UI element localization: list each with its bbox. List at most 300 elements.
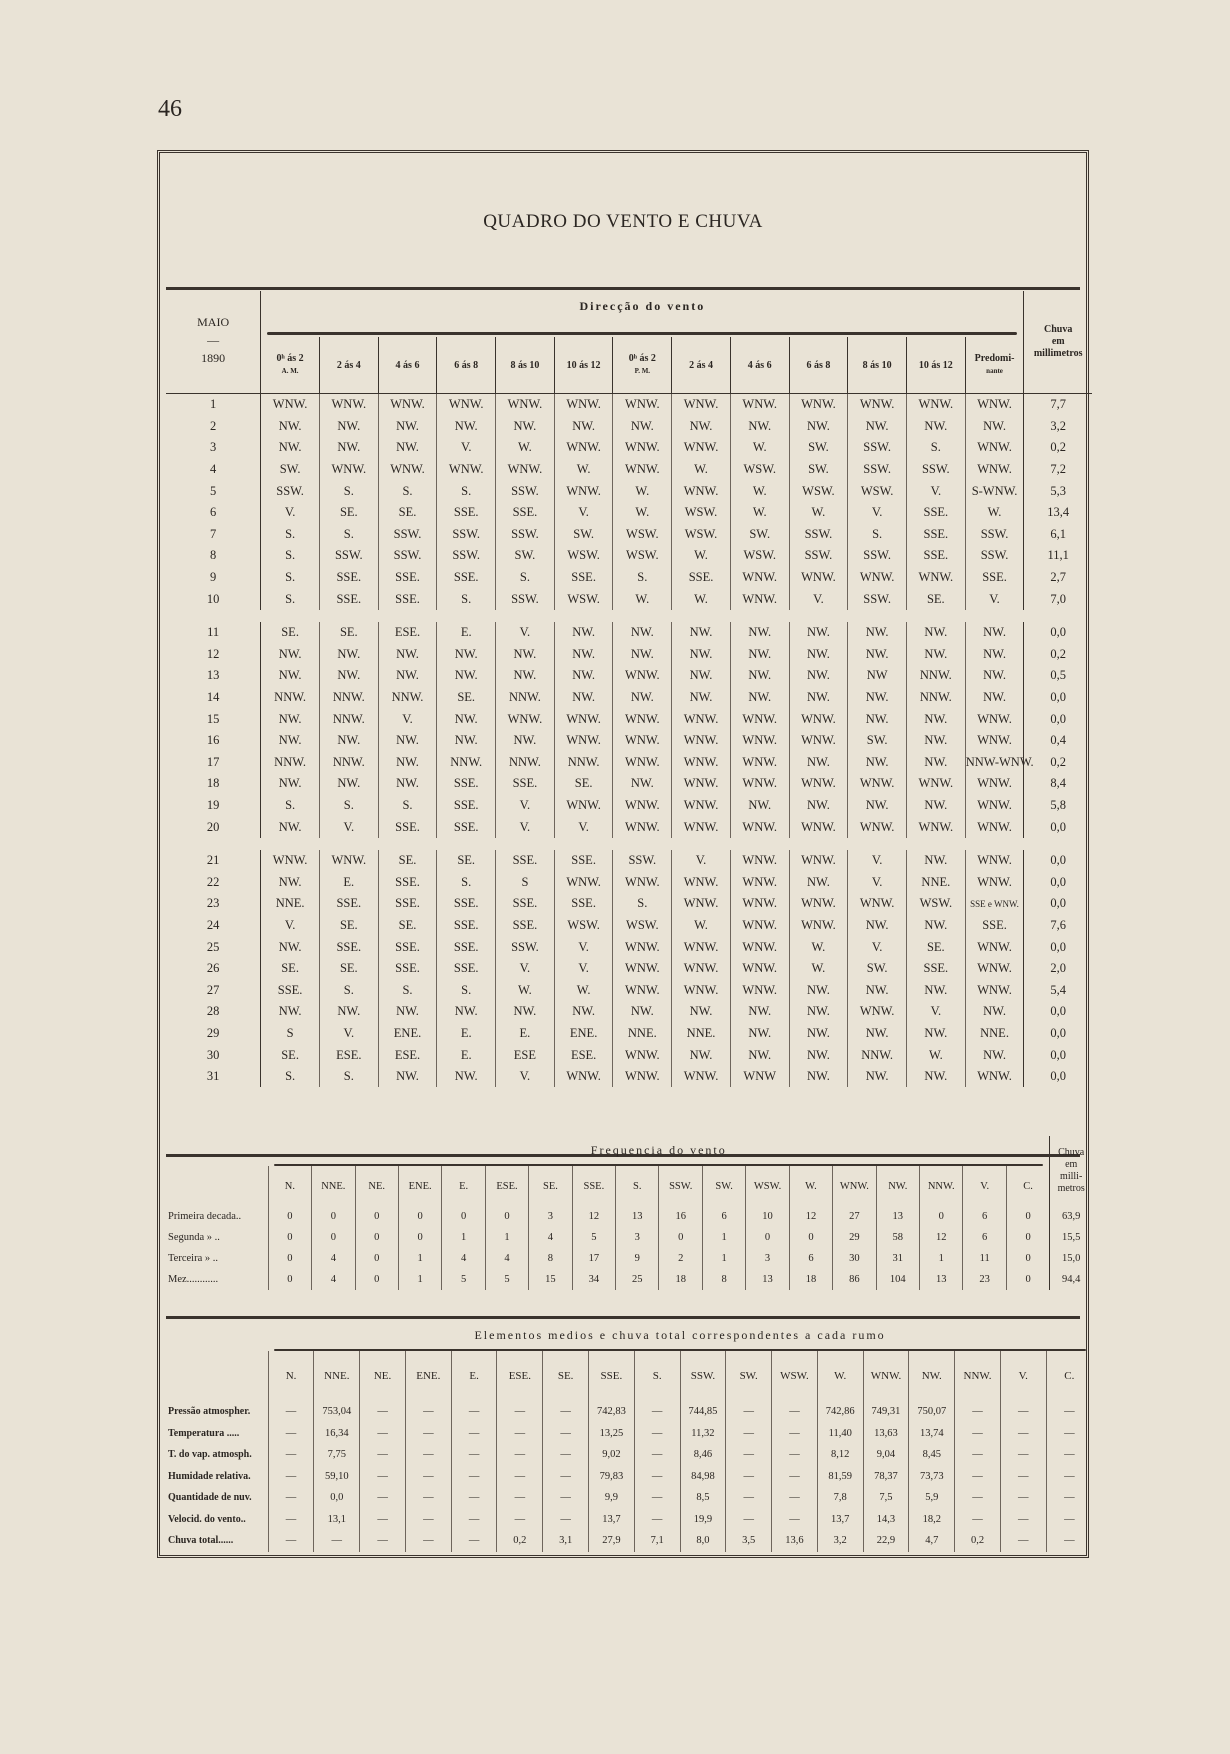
month-label: MAIO <box>197 315 230 329</box>
wind-cell: SE. <box>261 622 320 644</box>
wind-cell: V. <box>906 480 965 502</box>
frequency-rain-header <box>1050 1136 1092 1206</box>
wind-cell: S. <box>378 979 437 1001</box>
day-number: 13 <box>166 665 261 687</box>
wind-cell: V. <box>554 816 613 838</box>
element-cell: 18,2 <box>909 1509 955 1531</box>
wind-cell: SE. <box>437 687 496 709</box>
predominant-wind-cell: V. <box>965 588 1024 610</box>
row-label: Terceira » .. <box>168 1253 218 1264</box>
frequency-cell: 0 <box>442 1206 485 1227</box>
rain-cell: 7,2 <box>1024 459 1092 481</box>
predominant-wind-cell: W. <box>965 502 1024 524</box>
wind-cell: NW. <box>789 1044 848 1066</box>
wind-cell: S. <box>319 979 378 1001</box>
element-cell: — <box>497 1423 543 1445</box>
element-cell: 9,02 <box>589 1444 635 1466</box>
element-cell: — <box>1046 1509 1092 1531</box>
rain-cell: 63,9 <box>1050 1206 1092 1227</box>
wind-cell: SSW. <box>319 545 378 567</box>
frequency-cell: 6 <box>702 1206 745 1227</box>
element-cell: — <box>955 1487 1001 1509</box>
element-cell: 16,34 <box>314 1423 360 1445</box>
wind-cell: NW. <box>554 416 613 438</box>
wind-cell: NNW. <box>848 1044 907 1066</box>
wind-cell: NW. <box>848 979 907 1001</box>
wind-cell: WNW. <box>906 394 965 416</box>
direction-column-header: WNW. <box>833 1166 876 1206</box>
wind-cell: WSW. <box>554 915 613 937</box>
wind-cell: NW. <box>906 979 965 1001</box>
element-cell: 753,04 <box>314 1401 360 1423</box>
wind-cell: W. <box>496 437 555 459</box>
element-cell: 3,2 <box>817 1530 863 1552</box>
element-cell: 27,9 <box>589 1530 635 1552</box>
time-column-header <box>906 337 965 393</box>
frequency-cell: 4 <box>312 1269 355 1290</box>
wind-cell: WNW. <box>496 394 555 416</box>
rain-cell: 0,0 <box>1024 871 1092 893</box>
wind-cell: WNW. <box>672 871 731 893</box>
rain-header-line: metros <box>1057 1183 1085 1194</box>
element-cell: 8,46 <box>680 1444 726 1466</box>
frequency-cell: 34 <box>572 1269 615 1290</box>
frequency-cell: 0 <box>1006 1269 1049 1290</box>
wind-cell: WNW. <box>554 480 613 502</box>
day-number: 8 <box>166 545 261 567</box>
wind-cell: NW. <box>672 416 731 438</box>
day-number: 19 <box>166 795 261 817</box>
element-cell: — <box>497 1487 543 1509</box>
wind-cell: S. <box>319 1066 378 1088</box>
direction-column-header: NNE. <box>314 1351 360 1401</box>
rain-cell: 7,7 <box>1024 394 1092 416</box>
frequency-cell: 2 <box>659 1248 702 1269</box>
frequency-cell: 6 <box>963 1227 1006 1248</box>
frequency-cell: 12 <box>920 1227 963 1248</box>
wind-cell: WNW. <box>730 915 789 937</box>
wind-cell: NW. <box>789 665 848 687</box>
section-divider <box>166 1316 1080 1319</box>
wind-cell: SSE. <box>378 567 437 589</box>
rain-header-line: Chuva <box>1058 1147 1085 1158</box>
direction-column-header: V. <box>963 1166 1006 1206</box>
wind-cell: SSE. <box>437 816 496 838</box>
wind-direction-header: Direcção do vento <box>579 299 706 313</box>
table-row <box>166 502 1092 524</box>
rain-cell: 0,0 <box>1024 1023 1092 1045</box>
time-range-label: 10 ás 12 <box>566 359 601 371</box>
wind-cell: SSE. <box>906 524 965 546</box>
predominant-wind-cell: WNW. <box>965 437 1024 459</box>
wind-cell: WNW. <box>554 871 613 893</box>
time-range-label: 6 ás 8 <box>806 359 831 371</box>
wind-cell: NW. <box>261 665 320 687</box>
element-cell: 22,9 <box>863 1530 909 1552</box>
wind-cell: NW. <box>613 1001 672 1023</box>
wind-cell: WNW. <box>672 480 731 502</box>
wind-cell: NW. <box>378 416 437 438</box>
element-cell: — <box>726 1509 772 1531</box>
rain-cell: 0,0 <box>1024 622 1092 644</box>
wind-cell: NW. <box>730 622 789 644</box>
time-column-header <box>789 337 848 393</box>
wind-cell: NW. <box>672 622 731 644</box>
rain-cell: 5,4 <box>1024 979 1092 1001</box>
table-row <box>166 459 1092 481</box>
wind-cell: WNW. <box>672 979 731 1001</box>
day-number: 4 <box>166 459 261 481</box>
element-cell: — <box>543 1509 589 1531</box>
direction-column-header: SSW. <box>680 1351 726 1401</box>
frequency-cell: 5 <box>442 1269 485 1290</box>
wind-cell: WNW. <box>672 752 731 774</box>
wind-cell: WNW. <box>789 915 848 937</box>
wind-cell: NNW. <box>554 752 613 774</box>
wind-cell: NNW. <box>378 687 437 709</box>
wind-cell: WNW. <box>613 752 672 774</box>
frequency-cell: 4 <box>485 1248 528 1269</box>
wind-cell: NW. <box>789 979 848 1001</box>
wind-cell: WNW. <box>613 1044 672 1066</box>
wind-cell: WSW. <box>554 545 613 567</box>
wind-cell: E. <box>437 1023 496 1045</box>
frequency-cell: 18 <box>659 1269 702 1290</box>
wind-cell: WNW. <box>848 773 907 795</box>
frequency-cell: 18 <box>789 1269 832 1290</box>
wind-cell: W. <box>730 502 789 524</box>
element-cell: — <box>1000 1466 1046 1488</box>
wind-cell: NNE. <box>261 893 320 915</box>
frequency-cell: 29 <box>833 1227 876 1248</box>
wind-cell: S. <box>378 480 437 502</box>
frequency-cell: 27 <box>833 1206 876 1227</box>
element-cell: — <box>634 1444 680 1466</box>
rain-cell: 0,0 <box>1024 1066 1092 1088</box>
direction-column-header: SW. <box>726 1351 772 1401</box>
element-cell: — <box>955 1444 1001 1466</box>
element-cell: — <box>268 1466 314 1488</box>
day-number: 3 <box>166 437 261 459</box>
day-number: 28 <box>166 1001 261 1023</box>
wind-cell: NW. <box>261 708 320 730</box>
wind-cell: SSE. <box>319 893 378 915</box>
wind-cell: SSE. <box>378 871 437 893</box>
wind-cell: WSW. <box>730 459 789 481</box>
table-row <box>166 979 1092 1001</box>
month-header <box>166 291 261 393</box>
wind-cell: S. <box>437 588 496 610</box>
wind-cell: SSW. <box>789 545 848 567</box>
wind-cell: WNW. <box>613 958 672 980</box>
element-cell: — <box>268 1423 314 1445</box>
wind-cell: WNW. <box>613 871 672 893</box>
wind-cell: WNW. <box>906 816 965 838</box>
table-row <box>166 545 1092 567</box>
wind-cell: WNW. <box>672 730 731 752</box>
frequency-cell: 11 <box>963 1248 1006 1269</box>
element-cell: — <box>405 1530 451 1552</box>
frequency-cell: 0 <box>355 1227 398 1248</box>
predominant-wind-cell: NW. <box>965 1001 1024 1023</box>
wind-cell: NW. <box>730 1001 789 1023</box>
wind-cell: S. <box>261 795 320 817</box>
wind-cell: SSW. <box>261 480 320 502</box>
direction-column-header: ENE. <box>405 1351 451 1401</box>
element-cell: — <box>451 1401 497 1423</box>
wind-cell: SE. <box>319 622 378 644</box>
wind-cell: SE. <box>437 850 496 872</box>
wind-cell: SSW. <box>437 545 496 567</box>
element-cell: — <box>1046 1444 1092 1466</box>
wind-cell: SSE. <box>319 936 378 958</box>
rain-cell: 0,0 <box>1024 893 1092 915</box>
predominant-wind-cell: WNW. <box>965 795 1024 817</box>
day-number: 14 <box>166 687 261 709</box>
wind-cell: NNW. <box>437 752 496 774</box>
element-cell: — <box>268 1487 314 1509</box>
frequency-cell: 13 <box>876 1206 919 1227</box>
rain-cell: 0,4 <box>1024 730 1092 752</box>
rain-header-line: Chuva <box>1044 324 1073 335</box>
wind-cell: SSE. <box>496 502 555 524</box>
wind-cell: NW. <box>319 665 378 687</box>
table-row <box>166 708 1092 730</box>
element-cell: 8,0 <box>680 1530 726 1552</box>
wind-cell: SW. <box>789 459 848 481</box>
wind-cell: NW. <box>378 437 437 459</box>
wind-cell: SSE. <box>496 773 555 795</box>
wind-cell: SSE. <box>554 567 613 589</box>
wind-cell: W. <box>672 588 731 610</box>
wind-cell: WNW. <box>319 394 378 416</box>
element-cell: — <box>1000 1509 1046 1531</box>
wind-cell: WSW. <box>613 915 672 937</box>
wind-cell: V. <box>261 502 320 524</box>
wind-cell: WNW. <box>261 850 320 872</box>
day-number: 18 <box>166 773 261 795</box>
day-number: 23 <box>166 893 261 915</box>
wind-cell: NW. <box>848 915 907 937</box>
wind-cell: NW. <box>496 416 555 438</box>
element-cell: — <box>405 1401 451 1423</box>
wind-cell: ENE. <box>554 1023 613 1045</box>
direction-column-header: E. <box>442 1166 485 1206</box>
wind-cell: W. <box>730 480 789 502</box>
frequency-cell: 0 <box>355 1206 398 1227</box>
day-number: 27 <box>166 979 261 1001</box>
rain-cell: 0,0 <box>1024 687 1092 709</box>
frequency-cell: 1 <box>442 1227 485 1248</box>
wind-cell: NW. <box>496 730 555 752</box>
element-cell: 744,85 <box>680 1401 726 1423</box>
time-column-header <box>848 337 907 393</box>
wind-cell: NW. <box>437 665 496 687</box>
wind-cell: WNW. <box>613 708 672 730</box>
element-cell: 0,2 <box>955 1530 1001 1552</box>
wind-cell: NNW. <box>319 687 378 709</box>
wind-cell: SSW. <box>613 850 672 872</box>
wind-cell: WNW. <box>496 459 555 481</box>
element-cell: — <box>1000 1530 1046 1552</box>
wind-cell: SSE. <box>554 893 613 915</box>
rain-header-line: milli- <box>1060 1171 1083 1182</box>
wind-cell: NW. <box>789 1001 848 1023</box>
frequency-cell: 0 <box>355 1269 398 1290</box>
table-row <box>166 644 1092 666</box>
wind-cell: ENE. <box>378 1023 437 1045</box>
element-cell: — <box>451 1444 497 1466</box>
element-cell: — <box>451 1423 497 1445</box>
wind-cell: SSE. <box>378 893 437 915</box>
element-cell: — <box>726 1423 772 1445</box>
wind-cell: NW. <box>261 816 320 838</box>
wind-cell: SSE. <box>437 567 496 589</box>
wind-cell: NNE. <box>906 871 965 893</box>
table-row <box>166 795 1092 817</box>
wind-cell: NW. <box>730 1023 789 1045</box>
table-row <box>166 1487 1092 1509</box>
element-cell: 5,9 <box>909 1487 955 1509</box>
wind-cell: WNW. <box>730 773 789 795</box>
wind-cell: ESE. <box>378 622 437 644</box>
table-row <box>166 1530 1092 1552</box>
time-range-label: 2 ás 4 <box>336 359 361 371</box>
row-label: Humidade relativa. <box>168 1470 251 1482</box>
wind-cell: S. <box>906 437 965 459</box>
predominant-wind-cell: NW. <box>965 1044 1024 1066</box>
wind-cell: SSW. <box>848 588 907 610</box>
frequency-cell: 30 <box>833 1248 876 1269</box>
wind-cell: NW. <box>848 622 907 644</box>
table-row <box>166 752 1092 774</box>
wind-cell: W. <box>613 502 672 524</box>
direction-column-header: SSW. <box>659 1166 702 1206</box>
wind-cell: S. <box>261 1066 320 1088</box>
element-cell: — <box>268 1401 314 1423</box>
wind-cell: NW. <box>789 644 848 666</box>
day-number: 7 <box>166 524 261 546</box>
day-number: 2 <box>166 416 261 438</box>
wind-cell: SW. <box>789 437 848 459</box>
time-range-label: 0ʰ ás 2 <box>628 353 656 364</box>
wind-cell: WNW. <box>554 394 613 416</box>
wind-cell: WSW. <box>906 893 965 915</box>
wind-cell: NW. <box>848 708 907 730</box>
wind-cell: WNW. <box>613 459 672 481</box>
element-cell: — <box>497 1466 543 1488</box>
table-row <box>166 1227 1092 1248</box>
element-cell: — <box>726 1466 772 1488</box>
time-column-header <box>319 337 378 393</box>
wind-cell: WNW. <box>261 394 320 416</box>
predominant-wind-cell: S-WNW. <box>965 480 1024 502</box>
frequency-cell: 3 <box>529 1206 572 1227</box>
table-row <box>166 1269 1092 1290</box>
wind-cell: SSW. <box>496 588 555 610</box>
wind-cell: NW. <box>378 752 437 774</box>
direction-column-header: SE. <box>529 1166 572 1206</box>
wind-cell: NW. <box>906 1023 965 1045</box>
row-label: Mez............ <box>168 1274 219 1285</box>
element-cell: — <box>1046 1423 1092 1445</box>
wind-cell: WNW. <box>789 850 848 872</box>
frequency-cell: 23 <box>963 1269 1006 1290</box>
predominant-wind-cell: WNW. <box>965 936 1024 958</box>
frequency-cell: 0 <box>746 1227 789 1248</box>
element-cell: — <box>268 1444 314 1466</box>
time-range-label: 0ʰ ás 2 <box>276 353 304 364</box>
wind-cell: SE. <box>319 915 378 937</box>
wind-cell: WSW. <box>789 480 848 502</box>
wind-cell: SSE. <box>437 502 496 524</box>
wind-cell: NW. <box>672 644 731 666</box>
rain-cell: 0,0 <box>1024 850 1092 872</box>
wind-cell: WSW. <box>613 524 672 546</box>
wind-cell: SSW. <box>496 480 555 502</box>
wind-cell: SSE. <box>319 588 378 610</box>
table-row <box>166 850 1092 872</box>
element-cell: — <box>772 1509 818 1531</box>
rain-cell: 0,0 <box>1024 708 1092 730</box>
wind-cell: NW. <box>319 1001 378 1023</box>
wind-cell: WNW. <box>730 979 789 1001</box>
time-column-header <box>965 337 1024 393</box>
wind-cell: WNW. <box>730 958 789 980</box>
wind-cell: S. <box>261 545 320 567</box>
frequency-cell: 0 <box>789 1227 832 1248</box>
direction-column-header: NNE. <box>312 1166 355 1206</box>
rain-header-line: em <box>1065 1159 1078 1170</box>
element-cell: — <box>360 1466 406 1488</box>
wind-cell: NW. <box>319 437 378 459</box>
time-column-header <box>672 337 731 393</box>
table-row <box>166 416 1092 438</box>
element-cell: 7,5 <box>863 1487 909 1509</box>
wind-cell: NW. <box>906 850 965 872</box>
table-row <box>166 1001 1092 1023</box>
element-cell: — <box>497 1444 543 1466</box>
element-cell: — <box>543 1444 589 1466</box>
wind-cell: W. <box>789 936 848 958</box>
table-row <box>166 394 1092 416</box>
element-cell: — <box>268 1530 314 1552</box>
wind-cell: NW. <box>730 795 789 817</box>
wind-cell: NW. <box>378 665 437 687</box>
frequency-cell: 0 <box>312 1206 355 1227</box>
wind-cell: SE. <box>378 850 437 872</box>
table-row <box>166 524 1092 546</box>
time-period-label: P. M. <box>634 367 651 375</box>
wind-cell: S. <box>261 524 320 546</box>
wind-cell: S. <box>261 588 320 610</box>
time-range-label: 10 ás 12 <box>918 359 953 371</box>
frequency-cell: 12 <box>572 1206 615 1227</box>
wind-cell: NW. <box>613 773 672 795</box>
wind-cell: V. <box>496 795 555 817</box>
header-brace <box>261 329 1024 337</box>
element-cell: — <box>451 1487 497 1509</box>
day-number: 22 <box>166 871 261 893</box>
predominant-wind-cell: NW. <box>965 622 1024 644</box>
table-row <box>166 773 1092 795</box>
wind-cell: NW. <box>906 915 965 937</box>
wind-cell: WNW. <box>672 936 731 958</box>
element-cell: 19,9 <box>680 1509 726 1531</box>
wind-cell: SE. <box>319 958 378 980</box>
element-cell: — <box>360 1530 406 1552</box>
wind-cell: WNW. <box>789 773 848 795</box>
